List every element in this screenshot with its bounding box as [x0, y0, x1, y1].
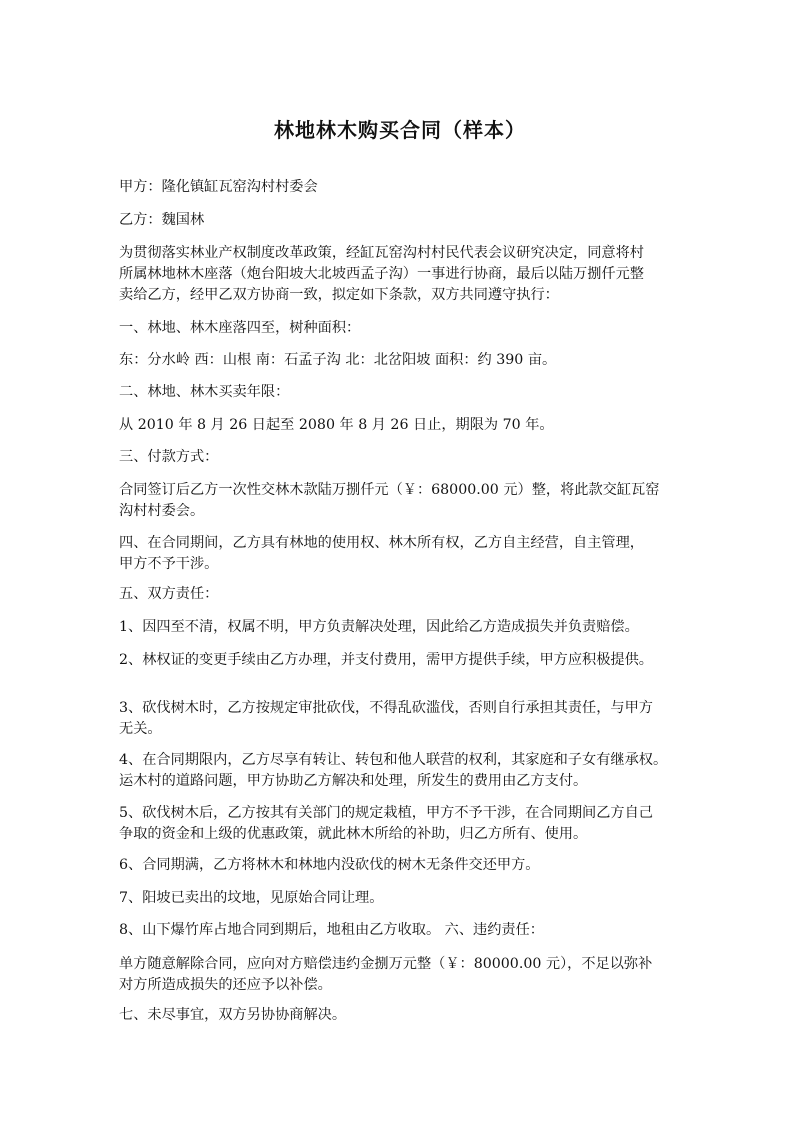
intro-line: 为贯彻落实林业产权制度改革政策，经缸瓦窑沟村村民代表会议研究决定，同意将村: [119, 245, 644, 261]
section7-other: 七、未尽事宜，双方另协协商解决。: [119, 1007, 347, 1023]
item5-line: 争取的资金和上级的优惠政策，就此林木所给的补助，归乙方所有、使用。: [119, 826, 588, 842]
section4-rights: [119, 533, 699, 575]
intro-line: 卖给乙方，经甲乙双方协商一致，拟定如下条款，双方共同遵守执行：: [119, 287, 559, 303]
responsibility-item-5: [119, 803, 699, 845]
section2-term: 从 2010 年 8 月 26 日起至 2080 年 8 月 26 日止，期限为 70 年。: [119, 417, 554, 433]
intro-paragraph: [119, 243, 699, 306]
responsibility-item-6: 6、合同期满，乙方将林木和林地内没砍伐的树木无条件交还甲方。: [119, 857, 540, 873]
responsibility-item-3: [119, 698, 699, 740]
payment-line: 合同签订后乙方一次性交林木款陆万捌仟元（￥：68000.00 元）整，将此款交缸瓦窑: [119, 482, 660, 498]
section6-breach: [119, 954, 699, 996]
rights-line: 甲方不予干涉。: [119, 556, 219, 572]
responsibility-item-4: [119, 750, 699, 792]
responsibility-item-1: 1、因四至不清，权属不明，甲方负责解决处理，因此给乙方造成损失并负责赔偿。: [119, 619, 639, 635]
item4-line: 运木村的道路问题，甲方协助乙方解决和处理，所发生的费用由乙方支付。: [119, 773, 588, 789]
item3-line: 3、砍伐树木时，乙方按规定审批砍伐，不得乱砍滥伐，否则自行承担其责任，与甲方: [119, 700, 653, 716]
item4-line: 4、在合同期限内，乙方尽享有转让、转包和他人联营的权利，其家庭和子女有继承权。: [119, 752, 668, 768]
section1-heading: 一、林地、林木座落四至，树种面积：: [119, 320, 361, 336]
breach-line: 对方所造成损失的还应予以补偿。: [119, 977, 332, 993]
item5-line: 5、砍伐树木后，乙方按其有关部门的规定栽植，甲方不予干涉，在合同期间乙方自己: [119, 805, 653, 821]
document-title: 林地林木购买合同（样本）: [274, 118, 526, 142]
section3-heading: 三、付款方式：: [119, 449, 219, 465]
rights-line: 四、在合同期间，乙方具有林地的使用权、林木所有权，乙方自主经营，自主管理，: [119, 535, 644, 551]
intro-line: 所属林地林木座落（炮台阳坡大北坡西孟子沟）一事进行协商，最后以陆万捌仟元整: [119, 266, 644, 282]
responsibility-item-8: 8、山下爆竹库占地合同到期后，地租由乙方收取。 六、违约责任：: [119, 922, 544, 938]
section2-heading: 二、林地、林木买卖年限：: [119, 384, 290, 400]
section3-payment: [119, 480, 699, 522]
section5-heading: 五、双方责任：: [119, 586, 219, 602]
party-a: 甲方：隆化镇缸瓦窑沟村村委会: [119, 179, 318, 195]
section1-boundaries: 东：分水岭 西：山根 南：石孟子沟 北：北岔阳坡 面积：约 390 亩。: [119, 352, 557, 368]
responsibility-item-7: 7、阳坡已卖出的坟地，见原始合同让理。: [119, 890, 384, 906]
party-b: 乙方：魏国林: [119, 212, 205, 228]
payment-line: 沟村村委会。: [119, 503, 205, 519]
responsibility-item-2: 2、林权证的变更手续由乙方办理，并支付费用，需甲方提供手续，甲方应积极提供。: [119, 652, 653, 668]
breach-line: 单方随意解除合同，应向对方赔偿违约金捌万元整（￥：80000.00 元），不足以弥补: [119, 956, 653, 972]
item3-line: 无关。: [119, 721, 162, 737]
